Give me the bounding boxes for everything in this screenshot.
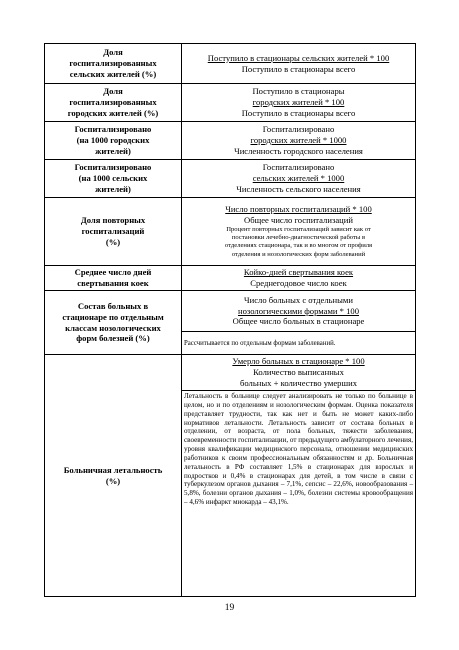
indicator-formula	[182, 266, 416, 291]
page-number: 19	[224, 603, 235, 613]
indicator-formula: Число больных с отдельными нозологическими формами * 100 Общее число больных в стационаре	[182, 291, 416, 332]
table-row	[45, 160, 416, 198]
table-row	[45, 355, 416, 391]
indicator-formula: Госпитализировано городских жителей * 1000 Численность городского населения	[182, 122, 416, 160]
indicator-formula: Умерло больных в стационаре * 100 Количество выписанных больных + количество умерших	[182, 355, 416, 391]
indicator-description: Летальность в больнице следует анализировать не только по больнице в целом, но и по отделениям и нозологическим формам. Оценка показателя представляет трудности, так как нет и быть не может каких-либо нормативов летальности. Летальность зависит от состава больных в отделении, от возраста, от пола больных, тяжести заболевания, своевременности госпитализации, от предыдущего амбулаторного лечения, уровня квалификации медицинского персонала, отношении медицинских работников к своим профессиональным обязанностям и др. Больничная летальность в РФ составляет 1,5% в стационарах для взрослых и подростков и 0,4% в стационарах для детей, в том числе в связи с туберкулезом органов дыхания – 7,1%, сепсис – 22,6%, новообразования – 5,8%, болезни органов дыхания – 1,0%, болезни системы кровообращения – 4,6% инфаркт миокарда – 43,1%.	[182, 391, 416, 597]
table-row	[45, 44, 416, 84]
indicator-name: Состав больных в стационаре по отдельным классам нозологических форм болезней (%)	[45, 291, 182, 355]
indicator-name: Среднее число дней свертывания коек	[45, 266, 182, 291]
indicator-name: Госпитализировано (на 1000 городских жителей)	[45, 122, 182, 160]
formula-numerator: Число повторных госпитализаций * 100	[225, 204, 372, 215]
formula-numerator: Поступило в стационары сельских жителей * 100	[207, 52, 390, 63]
table-row	[45, 291, 416, 332]
indicators-table	[44, 43, 416, 597]
indicator-name: Госпитализировано (на 1000 сельских жителей)	[45, 160, 182, 198]
indicator-formula: Госпитализировано сельских жителей * 1000 Численность сельского населения	[182, 160, 416, 198]
formula-numerator: Умерло больных в стационаре * 100	[232, 356, 365, 367]
formula-note: Процент повторных госпитализаций зависит как от постановки лечебно-диагностической работы в отделениях стационара, так и во многом от профиля отделения и нозологических форм заболеваний	[224, 225, 373, 258]
indicator-formula	[182, 44, 416, 84]
table-row	[45, 198, 416, 266]
indicator-note: Рассчитывается по отдельным формам заболеваний.	[182, 332, 416, 355]
indicator-name: Доля госпитализированных городских жителей (%)	[45, 84, 182, 122]
formula-denominator: Среднегодовое число коек	[250, 278, 347, 288]
indicator-name: Доля госпитализированных сельских жителей (%)	[45, 44, 182, 84]
indicator-formula: Поступило в стационары городских жителей * 100 Поступило в стационары всего	[182, 84, 416, 122]
indicator-formula	[182, 198, 416, 266]
indicator-name: Больничная летальность (%)	[45, 355, 182, 597]
formula-denominator: Поступило в стационары всего	[241, 63, 356, 74]
table-row	[45, 266, 416, 291]
table-row	[45, 122, 416, 160]
formula-numerator: Койко-дней свертывания коек	[243, 267, 354, 278]
table-row	[45, 84, 416, 122]
formula-denominator: Общее число госпитализаций	[244, 215, 353, 226]
indicator-name: Доля повторных госпитализаций (%)	[45, 198, 182, 266]
